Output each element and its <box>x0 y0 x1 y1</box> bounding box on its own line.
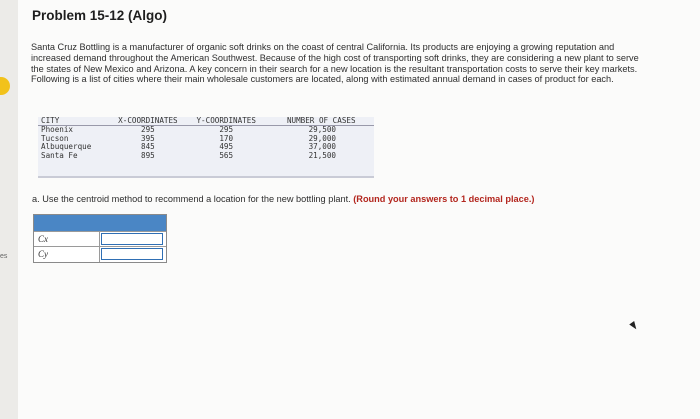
rounding-instruction: (Round your answers to 1 decimal place.) <box>353 194 535 204</box>
cell-city: Albuquerque <box>41 142 92 152</box>
table-row <box>38 152 374 160</box>
question-status-marker[interactable] <box>0 77 10 95</box>
data-table-container <box>38 117 374 178</box>
cy-input[interactable] <box>101 248 163 260</box>
cell-cases: 21,500 <box>308 150 336 160</box>
answer-table-header <box>34 215 166 231</box>
cell-y: 495 <box>219 142 234 152</box>
cell-cases: 29,000 <box>308 133 336 143</box>
data-table <box>38 117 374 160</box>
cell-y: 170 <box>219 133 234 143</box>
cell-cases: 29,500 <box>308 125 336 135</box>
cx-label: Cx <box>34 232 100 247</box>
cy-label: Cy <box>34 247 100 262</box>
header-city: CITY <box>38 117 112 126</box>
problem-panel <box>18 0 700 419</box>
cell-y: 565 <box>219 150 234 160</box>
cell-x: 395 <box>141 133 155 143</box>
header-x-coordinates: X-COORDINATES <box>112 117 184 126</box>
mouse-cursor-icon <box>629 321 639 331</box>
header-number-of-cases: NUMBER OF CASES <box>268 117 374 126</box>
cell-city: Santa Fe <box>41 150 78 160</box>
cell-cases: 37,000 <box>308 142 336 152</box>
cell-city: Phoenix <box>41 125 74 135</box>
header-y-coordinates: Y-COORDINATES <box>184 117 269 126</box>
left-sidebar-strip <box>0 0 18 419</box>
cell-y: 295 <box>219 125 234 135</box>
answer-table <box>33 214 167 263</box>
cell-x: 295 <box>141 125 155 135</box>
question-text: a. Use the centroid method to recommend a location for the new bottling plant. <box>32 194 351 204</box>
problem-description: Santa Cruz Bottling is a manufacturer of organic soft drinks on the coast of central California. Its products are enjoying a growing reputation and increased demand throughout the American Southwest. Because of the high cost of transporting soft drinks, they are considering a new plant to serve the states of New Mexico and Arizona. A key concern in their search for a new location is the resultant transportation costs to serve their key markets. Following is a list of cities where their main wholesale customers are located, along with estimated annual demand in cases of product for each. <box>31 42 639 85</box>
cell-x: 845 <box>141 142 155 152</box>
answer-row-cx <box>34 231 166 247</box>
cell-x: 895 <box>141 150 155 160</box>
cx-input[interactable] <box>101 233 163 245</box>
sidebar-text: es <box>0 253 8 260</box>
problem-title: Problem 15-12 (Algo) <box>32 8 168 23</box>
answer-row-cy <box>34 246 166 262</box>
question-a <box>32 194 535 204</box>
cell-city: Tucson <box>41 133 69 143</box>
